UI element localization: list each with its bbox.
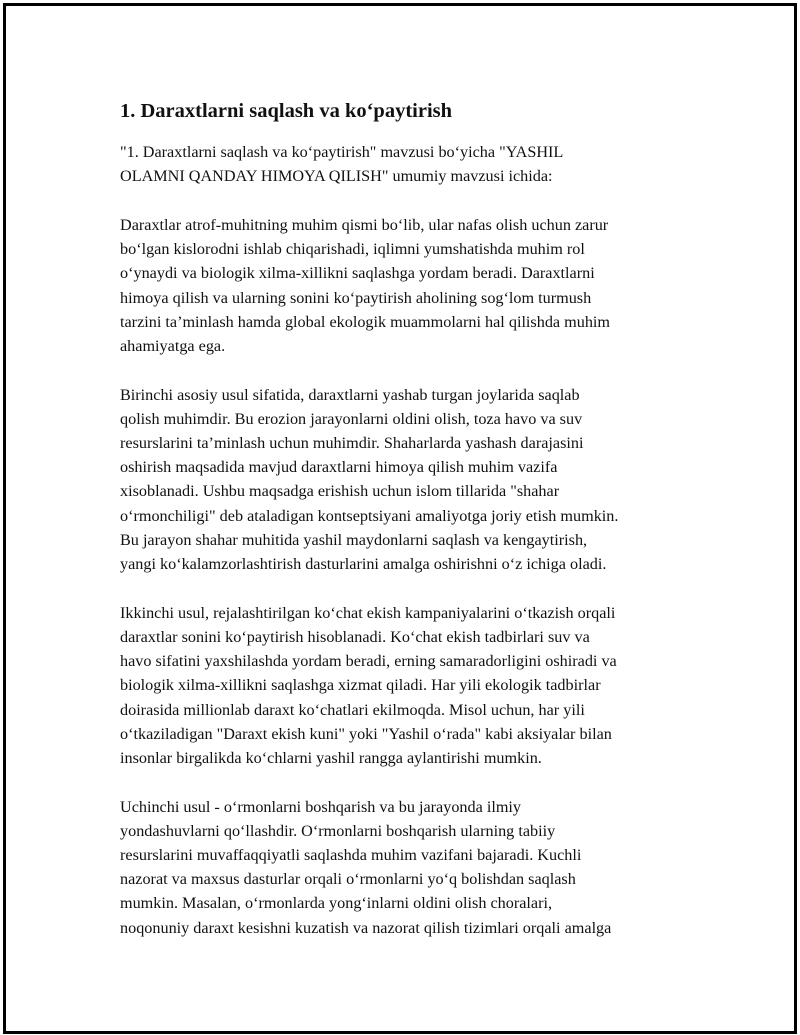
text-line: noqonuniy daraxt kesishni kuzatish va nazorat qilish tizimlari orqali amalga	[120, 918, 612, 937]
text-line: resurslarini muvaffaqqiyatli saqlashda muhim vazifani bajaradi. Kuchli	[120, 846, 582, 865]
text-line: Birinchi asosiy usul sifatida, daraxtlarni yashab turgan joylarida saqlab	[120, 385, 580, 404]
text-line: o‘ynaydi va biologik xilma-xillikni saqlashga yordam beradi. Daraxtlarni	[120, 264, 595, 283]
text-line: OLAMNI QANDAY HIMOYA QILISH" umumiy mavzusi ichida:	[120, 167, 553, 186]
text-line: insonlar birgalikda ko‘chlarni yashil rangga aylantirishi mumkin.	[120, 748, 542, 767]
text-line: bo‘lgan kislorodni ishlab chiqarishadi, iqlimni yumshatishda muhim rol	[120, 240, 585, 259]
paragraph-importance	[120, 213, 700, 358]
paragraph-first-method	[120, 383, 700, 577]
text-line: o‘tkaziladigan "Daraxt ekish kuni" yoki "Yashil o‘rada" kabi aksiyalar bilan	[120, 724, 612, 743]
paragraph-third-method	[120, 795, 700, 940]
text-line: xisoblanadi. Ushbu maqsadga erishish uchun islom tillarida "shahar	[120, 482, 560, 501]
page-frame	[3, 3, 797, 1034]
text-line: mumkin. Masalan, o‘rmonlarda yong‘inlarni oldini olish choralari,	[120, 894, 553, 913]
text-line: nazorat va maxsus dasturlar orqali o‘rmonlarni yo‘q bolishdan saqlash	[120, 870, 576, 889]
text-line: Ikkinchi usul, rejalashtirilgan ko‘chat ekish kampaniyalarini o‘tkazish orqali	[120, 603, 616, 622]
text-line: doirasida millionlab daraxt ko‘chatlari ekilmoqda. Misol uchun, har yili	[120, 700, 585, 719]
document-title: 1. Daraxtlarni saqlash va ko‘paytirish	[120, 100, 453, 122]
text-line: resurslarini ta’minlash uchun muhimdir. Shaharlarda yashash darajasini	[120, 434, 584, 453]
text-line: yangi ko‘kalamzorlashtirish dasturlarini amalga oshirishni o‘z ichiga oladi.	[120, 555, 607, 574]
document-body	[120, 98, 700, 964]
text-line: biologik xilma-xillikni saqlashga xizmat qiladi. Har yili ekologik tadbirlar	[120, 676, 601, 695]
text-line: havo sifatini yaxshilashda yordam beradi, erning samaradorligini oshiradi va	[120, 652, 617, 671]
text-line: Bu jarayon shahar muhitida yashil maydonlarni saqlash va kengaytirish,	[120, 530, 588, 549]
text-line: "1. Daraxtlarni saqlash va ko‘paytirish" mavzusi bo‘yicha "YASHIL	[120, 143, 564, 161]
text-line: Uchinchi usul - o‘rmonlarni boshqarish va bu jarayonda ilmiy	[120, 797, 522, 816]
text-line: tarzini ta’minlash hamda global ekologik muammolarni hal qilishda muhim	[120, 312, 611, 331]
text-line: Daraxtlar atrof-muhitning muhim qismi bo‘lib, ular nafas olish uchun zarur	[120, 215, 609, 234]
text-line: o‘rmonchiligi" deb ataladigan kontseptsiyani amaliyotga joriy etish mumkin.	[120, 506, 619, 525]
paragraph-second-method	[120, 601, 700, 770]
text-line: himoya qilish va ularning sonini ko‘paytirish aholining sog‘lom turmush	[120, 288, 592, 307]
text-line: yondashuvlarni qo‘llashdir. O‘rmonlarni boshqarish ularning tabiiy	[120, 821, 556, 840]
text-line: daraxtlar sonini ko‘paytirish hisoblanadi. Ko‘chat ekish tadbirlari suv va	[120, 627, 590, 646]
text-line: oshirish maqsadida mavjud daraxtlarni himoya qilish muhim vazifa	[120, 458, 558, 477]
text-line: ahamiyatga ega.	[120, 336, 226, 355]
paragraph-intro	[120, 140, 700, 188]
text-line: qolish muhimdir. Bu erozion jarayonlarni oldini olish, toza havo va suv	[120, 409, 583, 428]
